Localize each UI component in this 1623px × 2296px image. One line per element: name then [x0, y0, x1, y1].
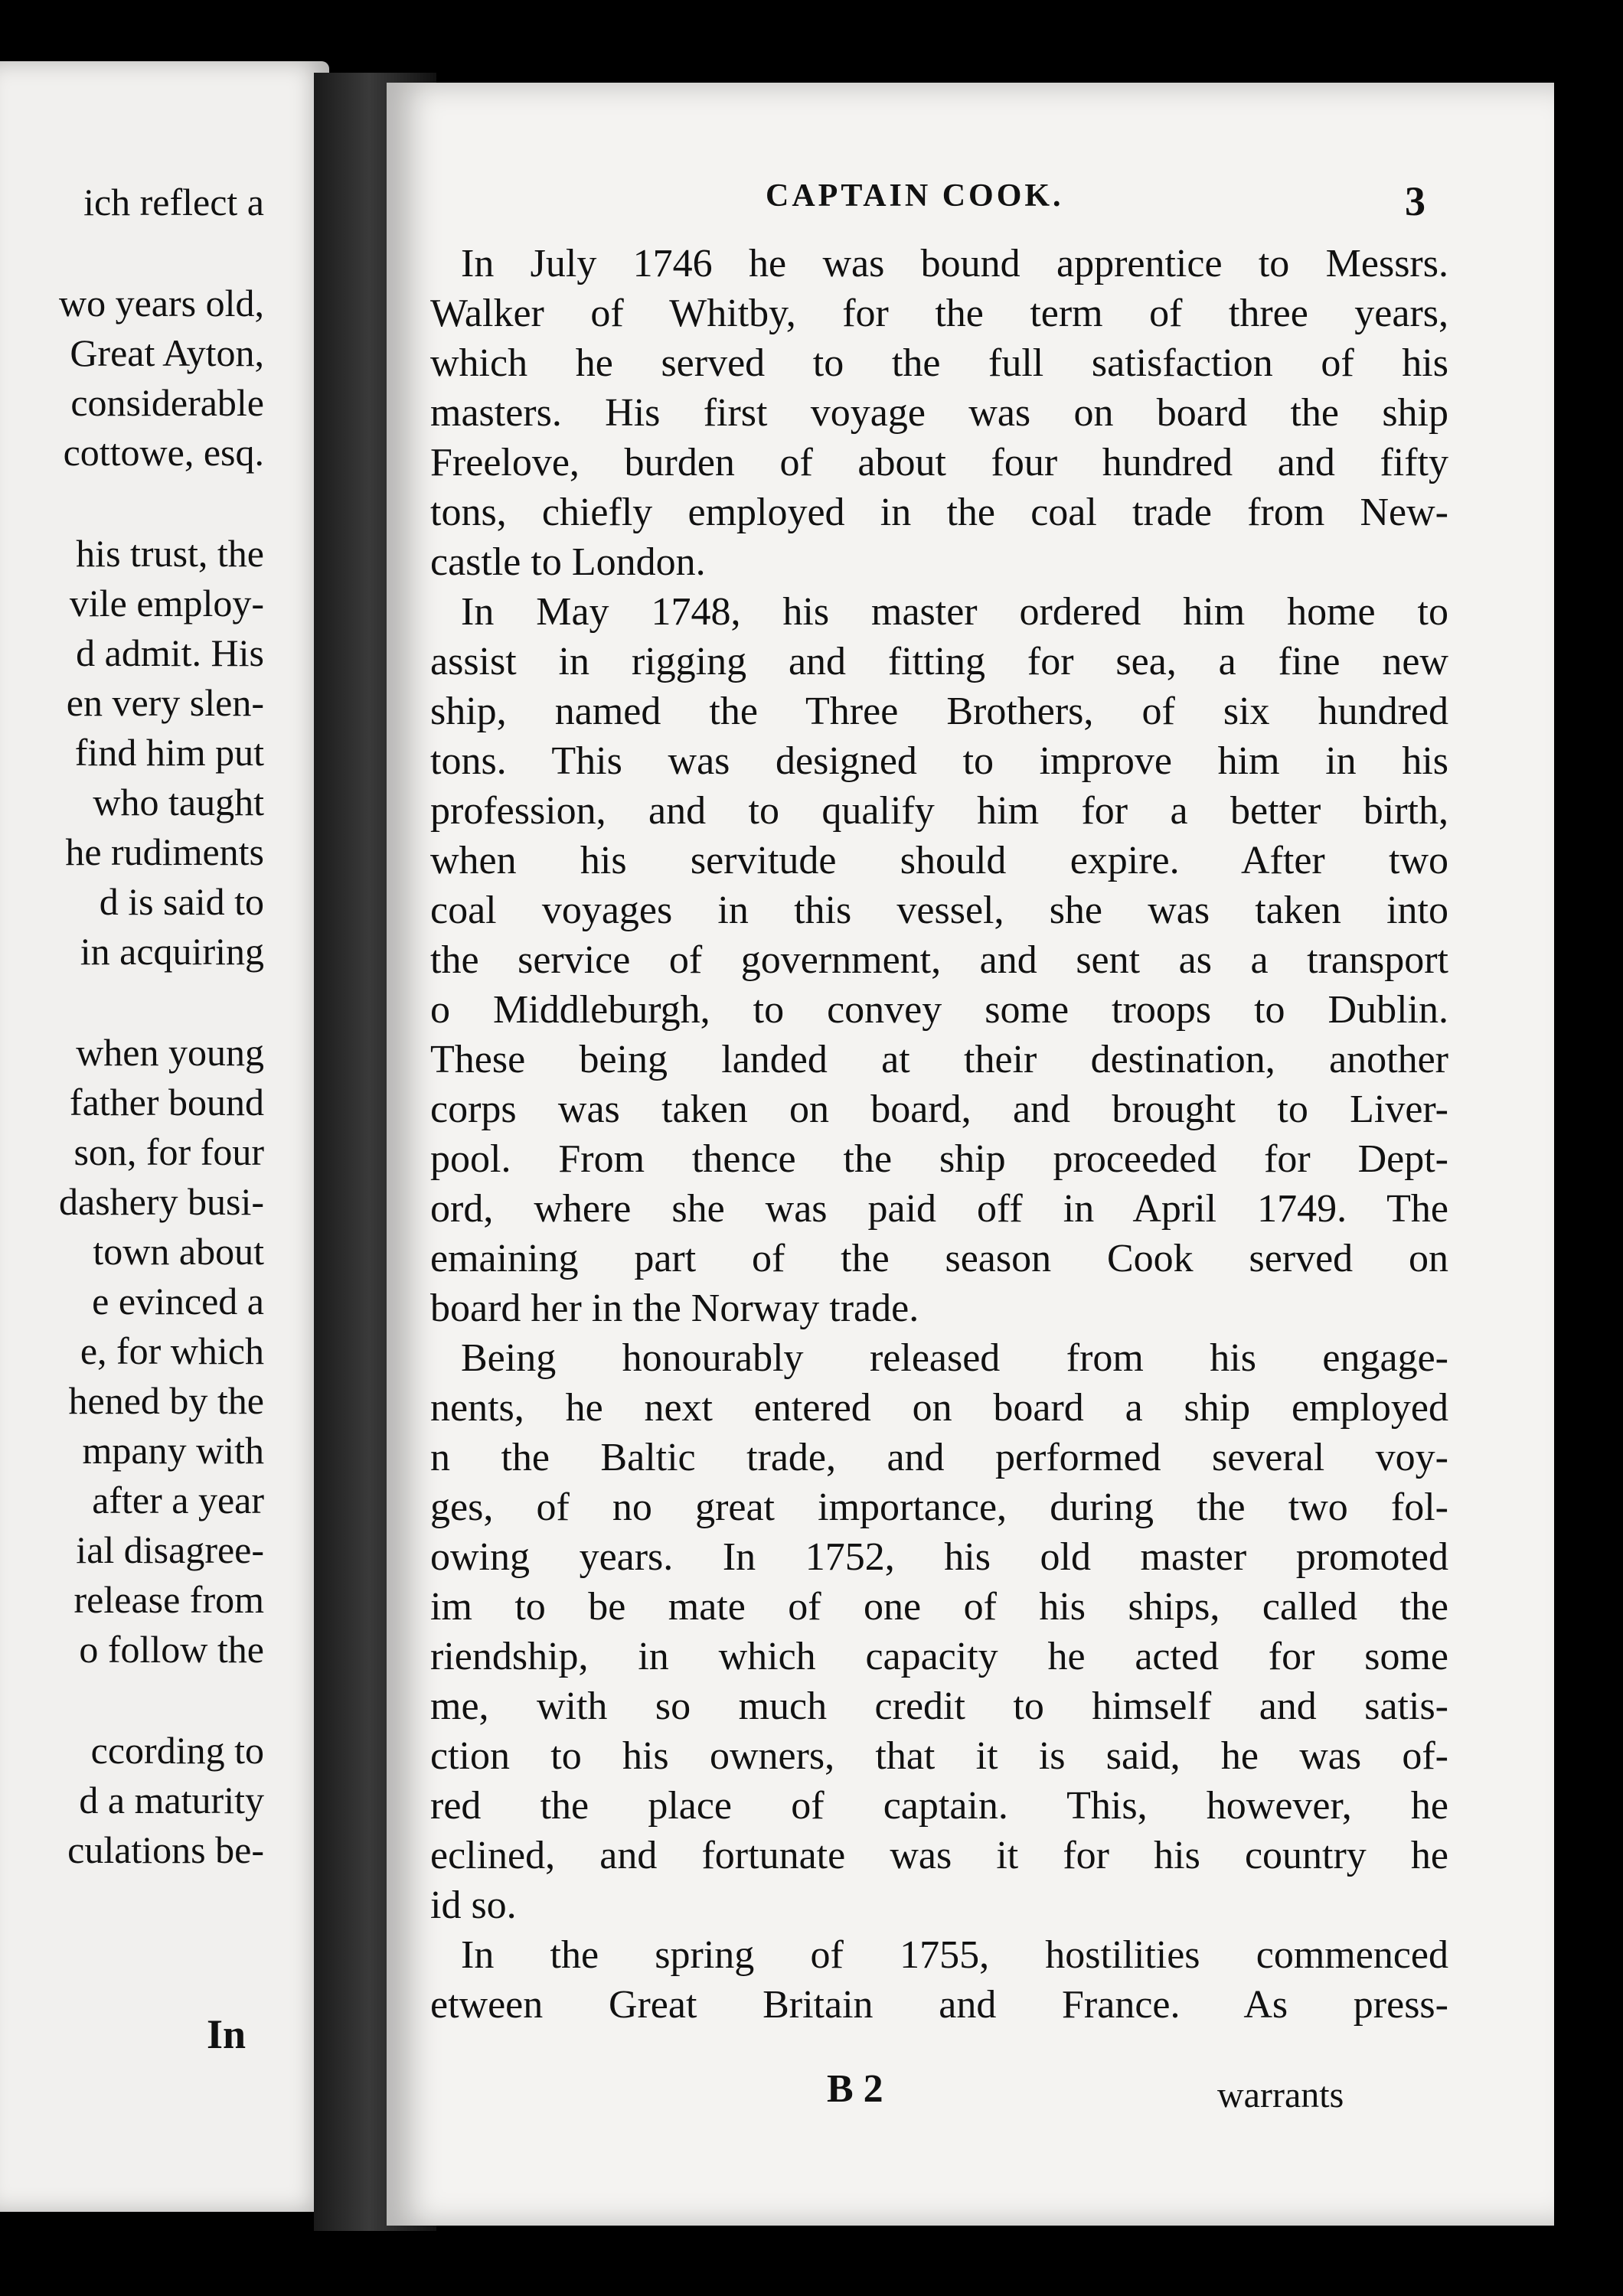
body-text-line: board her in the Norway trade. [430, 1287, 919, 1330]
body-text-line: the service of government, and sent as a transport [430, 938, 1448, 982]
left-text-line: father bound [69, 1081, 264, 1124]
body-text-line: pool. From thence the ship proceeded for Dept- [430, 1137, 1448, 1181]
left-text-line: considerable [70, 381, 264, 424]
body-text-line: riendship, in which capacity he acted for some [430, 1635, 1448, 1678]
left-text-line: his trust, the [76, 532, 264, 575]
body-text-line: In May 1748, his master ordered him home to [461, 590, 1448, 634]
body-text-line: ship, named the Three Brothers, of six hundred [430, 690, 1448, 733]
body-text-line: red the place of captain. This, however, he [430, 1784, 1448, 1828]
left-text-line: e, for which [80, 1329, 264, 1372]
left-text-line: mpany with [82, 1429, 264, 1472]
left-text-line: en very slen- [66, 681, 264, 724]
left-text-line: hened by the [68, 1379, 264, 1422]
left-text-line: cottowe, esq. [63, 431, 264, 474]
body-text-line: which he served to the full satisfaction of his [430, 341, 1448, 385]
left-page-catchword: In [207, 2011, 247, 2057]
left-text-line: town about [93, 1230, 264, 1273]
left-text-line: vile employ- [69, 582, 264, 625]
body-text-line: In July 1746 he was bound apprentice to Messrs. [461, 242, 1448, 285]
body-text-line: ges, of no great importance, during the two fol- [430, 1486, 1448, 1529]
body-text-line: Walker of Whitby, for the term of three years, [430, 292, 1448, 335]
body-text-line: etween Great Britain and France. As press- [430, 1983, 1448, 2027]
page-number: 3 [1405, 178, 1425, 224]
body-text-line: assist in rigging and fitting for sea, a fine new [430, 640, 1448, 683]
left-text-line: wo years old, [59, 282, 264, 325]
body-text-line: coal voyages in this vessel, she was taken into [430, 889, 1448, 932]
body-text-line: o Middleburgh, to convey some troops to Dublin. [430, 988, 1448, 1032]
body-text-line: ord, where she was paid off in April 1749. The [430, 1187, 1448, 1231]
printer-signature: B 2 [827, 2067, 883, 2111]
body-text-line: Being honourably released from his engage- [461, 1336, 1448, 1380]
left-text-line: e evinced a [92, 1280, 264, 1322]
left-text-line: release from [73, 1578, 264, 1621]
left-text-line: who taught [93, 781, 264, 823]
body-text-line: These being landed at their destination, another [430, 1038, 1448, 1081]
left-text-line: after a year [92, 1479, 264, 1521]
left-text-line [0, 977, 264, 1028]
body-text-line: Freelove, burden of about four hundred and fifty [430, 441, 1448, 484]
body-text-line: In the spring of 1755, hostilities commenced [461, 1933, 1448, 1977]
body-text-line: id so. [430, 1883, 517, 1927]
running-head: CAPTAIN COOK. [766, 178, 1064, 214]
body-text-line: profession, and to qualify him for a better birth, [430, 789, 1448, 833]
body-text-line: emaining part of the season Cook served on [430, 1237, 1448, 1280]
left-text-line [0, 478, 264, 529]
left-text-line: when young [76, 1031, 264, 1074]
left-text-line: o follow the [79, 1628, 264, 1671]
left-text-line: find him put [74, 731, 264, 774]
left-text-line: in acquiring [80, 930, 264, 973]
left-text-line: he rudiments [65, 830, 264, 873]
body-text-line: ction to his owners, that it is said, he was of- [430, 1734, 1448, 1778]
body-text-line: masters. His first voyage was on board the ship [430, 391, 1448, 435]
left-text-line: son, for four [73, 1130, 264, 1173]
left-text-line [0, 1675, 264, 1726]
left-text-line: d a maturity [79, 1779, 264, 1821]
body-text-line: castle to London. [430, 540, 706, 584]
left-text-line: dashery busi- [59, 1180, 264, 1223]
body-text-line: tons. This was designed to improve him in his [430, 739, 1448, 783]
left-page-text [0, 178, 264, 1875]
left-text-line: Great Ayton, [70, 331, 264, 374]
body-text-line: im to be mate of one of his ships, called the [430, 1585, 1448, 1629]
body-text-line: n the Baltic trade, and performed several voy- [430, 1436, 1448, 1479]
body-text-line: owing years. In 1752, his old master promoted [430, 1535, 1448, 1579]
left-text-line [0, 227, 264, 279]
body-text-line: nents, he next entered on board a ship employed [430, 1386, 1448, 1430]
left-text-line: ccording to [90, 1729, 264, 1772]
body-text-line: corps was taken on board, and brought to Liver- [430, 1088, 1448, 1131]
body-text-line: eclined, and fortunate was it for his country he [430, 1834, 1448, 1877]
left-text-line: culations be- [67, 1828, 264, 1871]
left-text-line: d admit. His [76, 631, 264, 674]
page-body-text [430, 239, 1448, 2030]
catchword: warrants [1217, 2075, 1344, 2115]
body-text-line: when his servitude should expire. After two [430, 839, 1448, 882]
body-text-line: tons, chiefly employed in the coal trade from New- [430, 491, 1448, 534]
left-text-line: d is said to [99, 880, 264, 923]
left-text-line: ich reflect a [83, 181, 264, 223]
body-text-line: me, with so much credit to himself and satis- [430, 1684, 1448, 1728]
left-text-line: ial disagree- [76, 1528, 264, 1571]
